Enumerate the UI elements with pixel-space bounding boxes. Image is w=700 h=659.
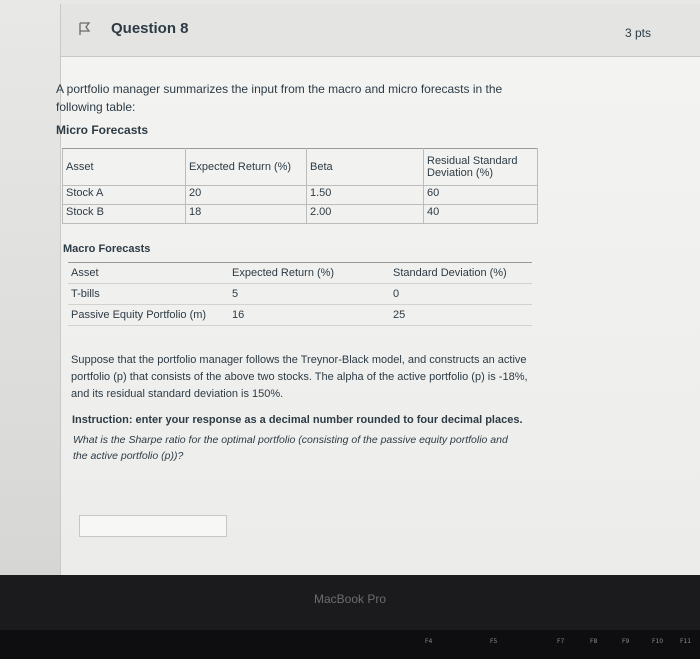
flag-icon[interactable] <box>79 22 91 36</box>
table-header-cell: Beta <box>307 149 424 186</box>
table-cell: Stock A <box>63 186 186 205</box>
key-f5: F5 <box>490 638 498 645</box>
table-header-cell: Expected Return (%) <box>186 149 307 186</box>
table-cell: Stock B <box>63 205 186 224</box>
question-prompt: What is the Sharpe ratio for the optimal portfolio (consisting of the passive equity portfolio and the active portfolio (p))? <box>73 434 508 462</box>
table-cell: 16 <box>229 305 390 326</box>
table-header-row <box>68 263 532 284</box>
key-f9: F9 <box>622 638 630 645</box>
macro-forecasts-table <box>68 262 532 326</box>
table-header-row <box>63 149 538 186</box>
key-f11: F11 <box>680 638 692 645</box>
key-f7: F7 <box>557 638 565 645</box>
table-header-cell: Asset <box>63 149 186 186</box>
bezel-label: MacBook Pro <box>313 592 387 606</box>
table-header-cell: Asset <box>68 263 229 284</box>
question-title: Question 8 <box>111 20 189 37</box>
table-cell: 0 <box>390 284 532 305</box>
table-cell: 25 <box>390 305 532 326</box>
table-row <box>63 186 538 205</box>
table-cell: Passive Equity Portfolio (m) <box>68 305 229 326</box>
instruction-text: Instruction: enter your response as a decimal number rounded to four decimal places. <box>72 414 523 426</box>
keyboard-strip <box>0 630 700 659</box>
table-cell: 5 <box>229 284 390 305</box>
table-row <box>63 205 538 224</box>
question-header <box>61 4 700 57</box>
question-intro: A portfolio manager summarizes the input from the macro and micro forecasts in the following table: <box>56 82 503 114</box>
table-cell: T-bills <box>68 284 229 305</box>
table-row <box>68 305 532 326</box>
table-cell: 2.00 <box>307 205 424 224</box>
micro-forecasts-title: Micro Forecasts <box>56 123 149 137</box>
micro-forecasts-table <box>62 148 538 224</box>
table-header-cell: Expected Return (%) <box>229 263 390 284</box>
table-row <box>68 284 532 305</box>
key-f4: F4 <box>425 638 433 645</box>
key-f8: F8 <box>590 638 598 645</box>
table-cell: 1.50 <box>307 186 424 205</box>
table-cell: 40 <box>424 205 538 224</box>
table-header-cell: Standard Deviation (%) <box>390 263 532 284</box>
table-header-cell: Residual Standard Deviation (%) <box>424 149 538 186</box>
answer-input[interactable] <box>79 515 227 537</box>
table-cell: 60 <box>424 186 538 205</box>
table-cell: 20 <box>186 186 307 205</box>
table-cell: 18 <box>186 205 307 224</box>
key-f10: F10 <box>652 638 664 645</box>
scenario-text: Suppose that the portfolio manager follows the Treynor-Black model, and constructs an active portfolio (p) that consists of the above two stocks. The alpha of the active portfolio (p) is -18%, and its residual standard deviation is 150%. <box>71 354 528 400</box>
macro-forecasts-title: Macro Forecasts <box>63 243 151 255</box>
question-points: 3 pts <box>624 26 651 40</box>
